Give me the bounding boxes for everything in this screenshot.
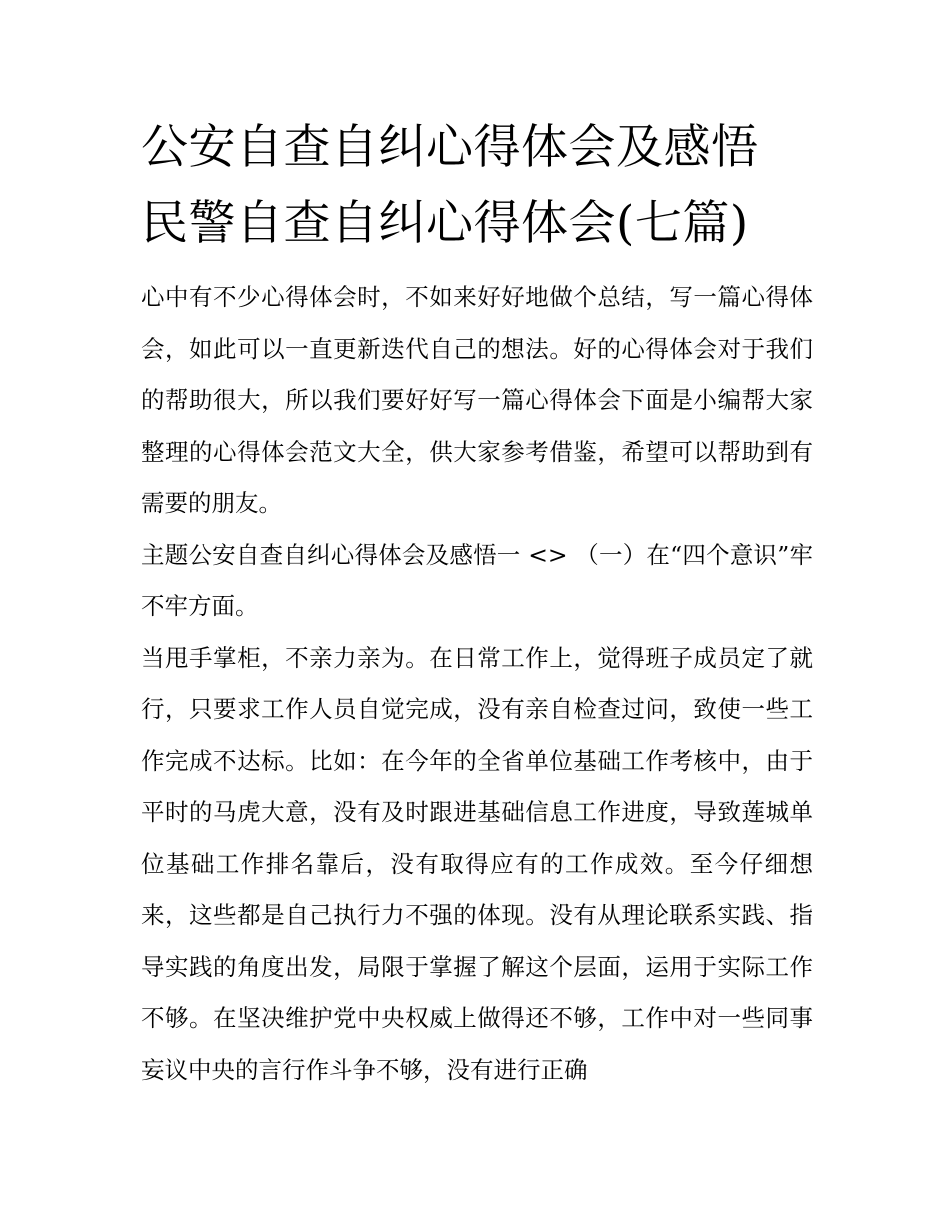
- title-line-2: 民警自查自纠心得体会(七篇): [141, 196, 749, 251]
- document-title: [141, 110, 813, 262]
- body-paragraph: 当甩手掌柜，不亲力亲为。在日常工作上，觉得班子成员定了就行，只要求工作人员自觉完成，没有亲自检查过问，致使一些工作完成不达标。比如：在今年的全省单位基础工作考核中，由于平时的马虎大意，没有及时跟进基础信息工作进度，导致莲城单位基础工作排名靠后，没有取得应有的工作成效。至今仔细想来，这些都是自己执行力不强的体现。没有从理论联系实践、指导实践的角度出发，局限于掌握了解这个层面，运用于实际工作不够。在坚决维护党中央权威上做得还不够，工作中对一些同事妄议中央的言行作斗争不够，没有进行正确: [141, 643, 813, 1084]
- document-body: [141, 110, 813, 1096]
- section-heading-paragraph: 主题公安自查自纠心得体会及感悟一 <> （一）在“四个意识”牢不牢方面。: [141, 540, 813, 620]
- title-line-1: 公安自查自纠心得体会及感悟: [141, 120, 759, 175]
- intro-paragraph: 心中有不少心得体会时，不如来好好地做个总结，写一篇心得体会，如此可以一直更新迭代自己的想法。好的心得体会对于我们的帮助很大，所以我们要好好写一篇心得体会下面是小编帮大家整理的心得体会范文大全，供大家参考借鉴，希望可以帮助到有需要的朋友。: [141, 283, 813, 517]
